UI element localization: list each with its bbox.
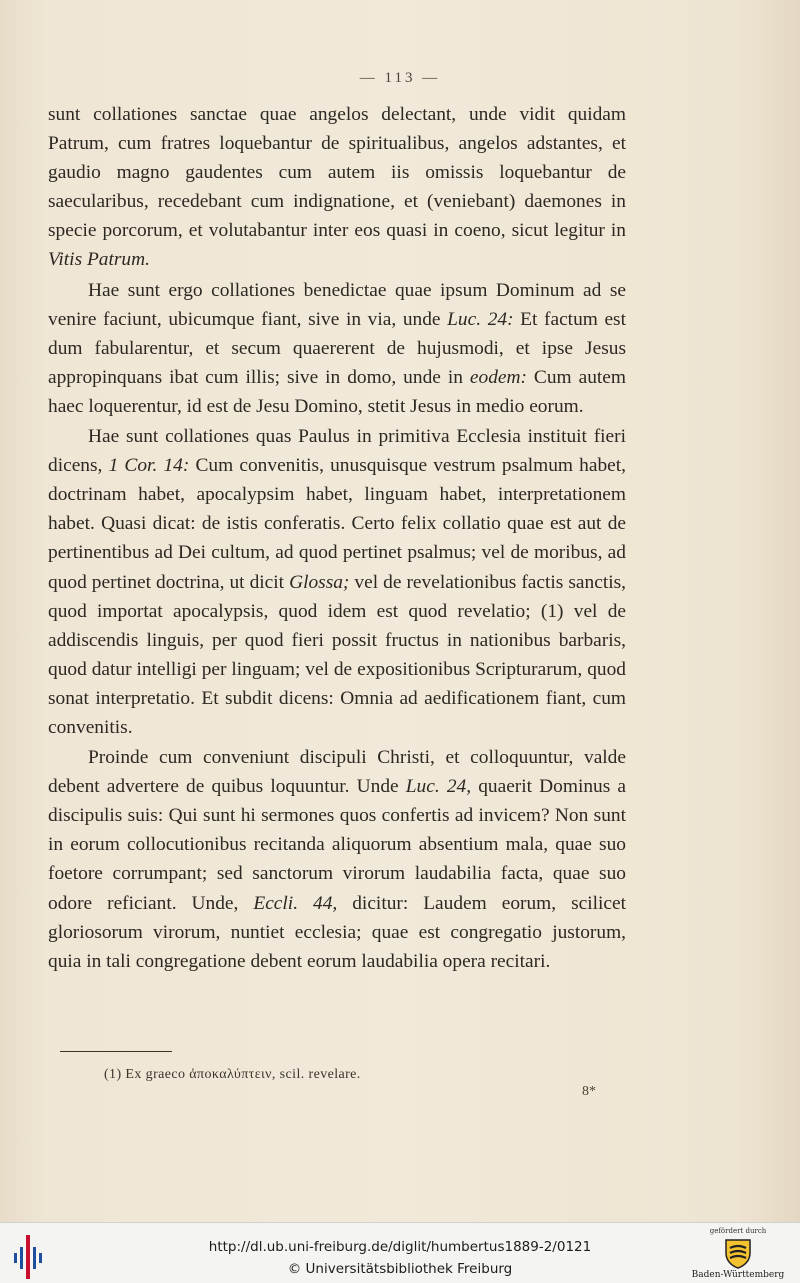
text-run: vel de revelationibus factis sanctis, quod importat apocalypsis, quod idem est quod revelatio; (1) vel de addiscendis linguis, per quod fieri possit fructus in nationibus barbaris, quod datur intelligi per linguam; vel de expositionibus Scripturarum, quod sonat interpretatio. Et subdit dicens: Omnia ad aedificationem fiant, cum convenitis. [48, 571, 626, 738]
copyright-notice: © Universitätsbibliothek Freiburg [287, 1261, 513, 1277]
text-run: dicitur: Laudem eorum, scilicet gloriosorum virorum, nuntiet ecclesia; quae est congregatio justorum, quia in tali congregatione debent eorum laudabilia opera recitari. [48, 892, 626, 972]
baden-wuerttemberg-crest-icon [723, 1237, 753, 1269]
italic-reference: 1 Cor. 14: [108, 455, 190, 477]
viewer-footer [0, 1222, 800, 1283]
text-run: Proinde cum conveniunt discipuli Christi, et colloquuntur, valde debent advertere de quibus loquuntur. Unde [48, 747, 626, 798]
italic-reference: eodem: [469, 366, 527, 388]
text-run: Hae sunt ergo collationes benedictae quae ipsum Dominum ad se venire faciunt, ubicumque fiant, sive in via, unde [48, 279, 626, 330]
text-run: sunt collationes sanctae quae angelos delectant, unde vidit quidam Patrum, cum fratres loquebantur de spiritualibus, angelos adstantes, et gaudio magno gaudentes cum autem iis omissis loquebantur de saecularibus, recedebant cum indignatione, et (veniebant) daemones in specie porcorum, et volutabantur inter eos quasi in coeno, sicut legitur in [48, 104, 626, 242]
text-run: Cum convenitis, unusquisque vestrum psalmum habet, doctrinam habet, apocalypsim habet, linguam habet, interpretationem habet. Quasi dicat: de istis conferatis. Certo felix collatio quae est aut de pertinentibus ad Dei cultum, ad quod pertinet psalmus; vel de moribus, ad quod pertinet doctrina, ut dicit [48, 455, 626, 593]
paragraph [48, 743, 626, 976]
text-run: Hae sunt collationes quas Paulus in primitiva Ecclesia instituit fieri dicens, [48, 426, 626, 477]
text-run: Et factum est dum fabularentur, et secum quaererent de hujusmodi, et ipse Jesus appropinquans ibat cum illis; sive in domo, unde in [48, 308, 626, 388]
paragraph [48, 276, 626, 421]
footnote-rule [60, 1051, 172, 1052]
text-run: Cum autem haec loquerentur, id est de Jesu Domino, stetit Jesus in medio eorum. [48, 366, 626, 417]
italic-reference: Luc. 24, [405, 776, 472, 798]
italic-reference: Glossa; [289, 571, 350, 593]
signature-mark: 8* [582, 1084, 596, 1099]
paragraph [48, 422, 626, 742]
sponsor-label: gefördert durch [709, 1227, 767, 1235]
paragraph [48, 100, 626, 275]
body-text [48, 100, 626, 976]
page-number: — 113 — [359, 70, 441, 86]
sponsor-name: Baden-Württemberg [691, 1270, 785, 1280]
italic-reference: Luc. 24: [447, 308, 514, 330]
italic-reference: Vitis Patrum. [48, 249, 150, 271]
document-url[interactable]: http://dl.ub.uni-freiburg.de/diglit/humbertus1889-2/0121 [208, 1239, 592, 1255]
footnote: (1) Ex graeco ἀποκαλύπτειν, scil. revelare. [104, 1067, 361, 1082]
text-run: quaerit Dominus a discipulis suis: Qui sunt hi sermones quos confertis ad invicem? Non sunt in eorum collocutionibus recitanda aliquorum absentium mala, quae suo foetore corrumpant; sed sanctorum virorum laudabilia facta, quae suo odore reficiant. Unde, [48, 776, 627, 914]
italic-reference: Eccli. 44, [253, 892, 338, 914]
sponsor-logo [688, 1227, 788, 1283]
